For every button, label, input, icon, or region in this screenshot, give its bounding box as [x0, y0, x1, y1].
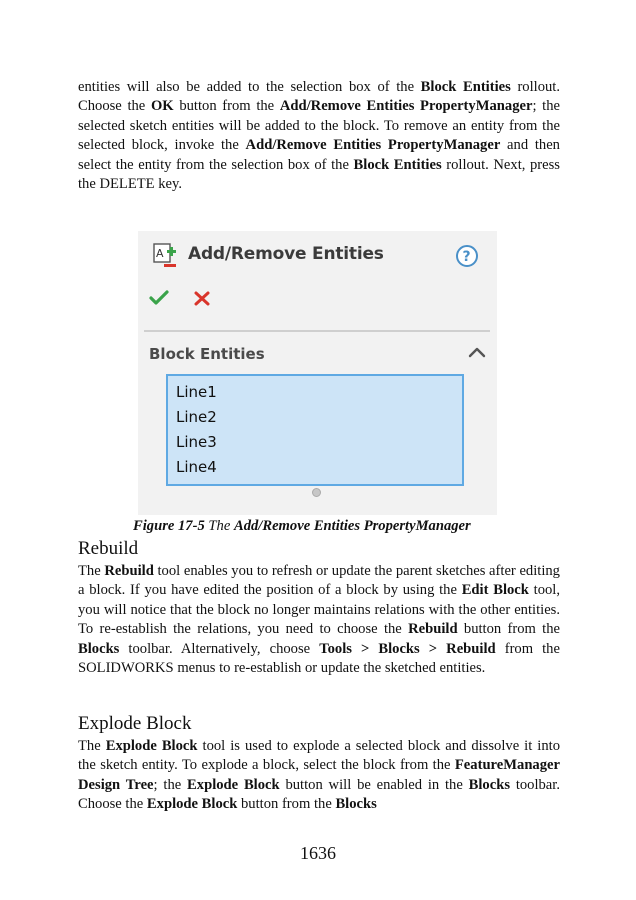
list-item[interactable]: Line4 — [176, 458, 217, 476]
chevron-up-icon[interactable] — [468, 346, 486, 358]
paragraph-rebuild: The Rebuild tool enables you to refresh or update the parent sketches after editing a block. If you have edited the position of a block by using the Edit Block tool, you will notice that the block no longer maintains relations with the other entities. To re-establish the relations, you need to choose the Rebuild button from the Blocks toolbar. Alternatively, choose Tools > Blocks > Rebuild from the SOLIDWORKS menus to re-establish or update the sketched entities. — [78, 563, 560, 677]
block-entities-selection-box[interactable] — [166, 374, 464, 486]
header-divider — [144, 330, 490, 332]
list-item[interactable]: Line3 — [176, 433, 217, 451]
page-number: 1636 — [300, 843, 336, 863]
list-item[interactable]: Line2 — [176, 408, 217, 426]
rebuild-heading: Rebuild — [78, 538, 139, 559]
page-body — [78, 78, 560, 194]
list-item[interactable]: Line1 — [176, 383, 217, 401]
explode-block-heading: Explode Block — [78, 713, 192, 734]
section-rebuild — [78, 538, 560, 678]
add-remove-entities-icon — [152, 242, 180, 270]
paragraph-explode-block: The Explode Block tool is used to explode a selected block and dissolve it into the sketch entity. To explode a block, select the block from the FeatureManager Design Tree; the Explode Block button will be enabled in the Blocks toolbar. Choose the Explode Block button from the Blocks — [78, 738, 561, 813]
svg-text:?: ? — [462, 249, 471, 265]
svg-text:A: A — [156, 247, 164, 260]
figure-caption: Figure 17-5 The Add/Remove Entities PropertyManager — [133, 518, 471, 534]
block-entities-rollout-title[interactable]: Block Entities — [149, 345, 265, 363]
help-icon[interactable] — [455, 244, 479, 268]
resize-handle[interactable] — [312, 488, 321, 497]
paragraph-intro: entities will also be added to the selection box of the Block Entities rollout. Choose the OK button from the Add/Remove Entities PropertyManager; the selected sketch entities will be added to the block. To remove an entity from the selected block, invoke the Add/Remove Entities PropertyManager and then select the entity from the selection box of the Block Entities rollout. Next, press the DELETE key. — [78, 79, 561, 193]
section-explode-block — [78, 713, 560, 815]
property-manager-title: Add/Remove Entities — [188, 244, 384, 264]
ok-check-icon[interactable] — [149, 289, 169, 307]
cancel-x-icon[interactable] — [193, 290, 211, 307]
property-manager-figure — [138, 231, 497, 515]
